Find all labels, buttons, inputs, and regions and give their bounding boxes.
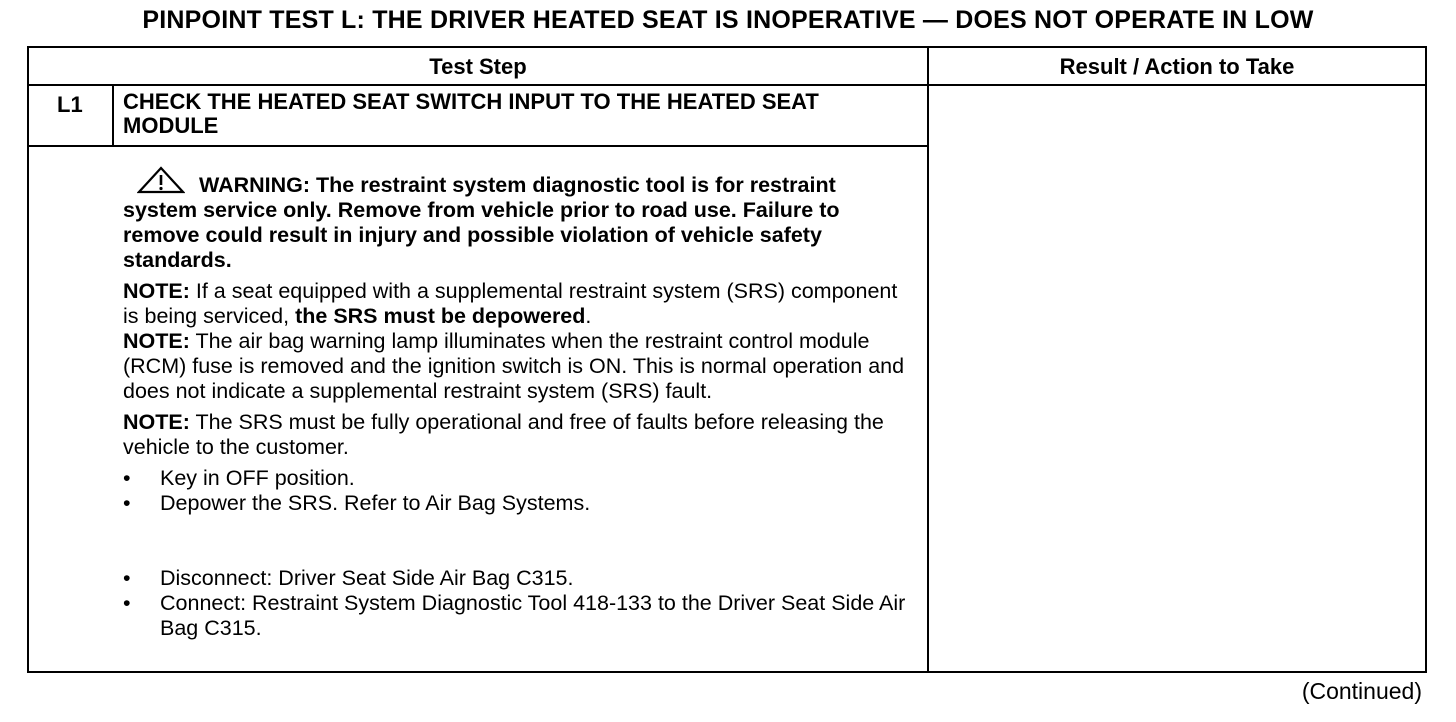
header-test-step: Test Step	[429, 54, 527, 79]
bullet-list-depower	[123, 466, 913, 516]
note-warning-lamp	[123, 329, 913, 404]
note-label: NOTE:	[123, 279, 190, 303]
step-title-rule	[29, 145, 929, 147]
warning-block	[123, 166, 913, 273]
note-bold-text: the SRS must be depowered	[295, 304, 586, 328]
step-title: CHECK THE HEATED SEAT SWITCH INPUT TO THE HEATED SEAT MODULE	[123, 89, 819, 138]
pinpoint-test-table	[27, 46, 1427, 673]
note-label: NOTE:	[123, 410, 190, 434]
header-rule	[29, 84, 1425, 86]
note-srs-operational	[123, 410, 913, 460]
warning-triangle-icon	[137, 166, 185, 194]
step-body	[123, 166, 913, 641]
warning-text: WARNING: The restraint system diagnostic tool is for restraint system service only. Remove from vehicle prior to road use. Failure to remove could result in injury and possible violation of vehicle safety standards.	[123, 173, 840, 272]
continued-label: (Continued)	[1301, 678, 1422, 704]
note-text: The air bag warning lamp illuminates when the restraint control module (RCM) fuse is removed and the ignition switch is ON. This is normal operation and does not indicate a supplemental restraint system (SRS) fault.	[123, 329, 905, 403]
note-text: If a seat equipped with a supplemental restraint system (SRS) component is being serviced,	[123, 279, 898, 328]
list-item: • Key in OFF position.	[123, 466, 913, 491]
step-id-divider	[112, 84, 114, 146]
list-item: • Disconnect: Driver Seat Side Air Bag C315.	[123, 566, 913, 591]
note-text: The SRS must be fully operational and free of faults before releasing the vehicle to the customer.	[123, 410, 884, 459]
note-label: NOTE:	[123, 329, 190, 353]
page-title: PINPOINT TEST L: THE DRIVER HEATED SEAT IS INOPERATIVE — DOES NOT OPERATE IN LOW	[142, 6, 1314, 34]
bullet-list-connect	[123, 566, 913, 641]
list-item: • Depower the SRS. Refer to Air Bag Systems.	[123, 491, 913, 516]
note-depower	[123, 279, 913, 329]
header-result-action: Result / Action to Take	[1059, 54, 1295, 79]
step-id: L1	[57, 92, 83, 117]
list-item: • Connect: Restraint System Diagnostic Tool 418-133 to the Driver Seat Side Air Bag C315.	[123, 591, 913, 641]
note-end: .	[585, 304, 592, 328]
column-divider	[927, 48, 929, 671]
